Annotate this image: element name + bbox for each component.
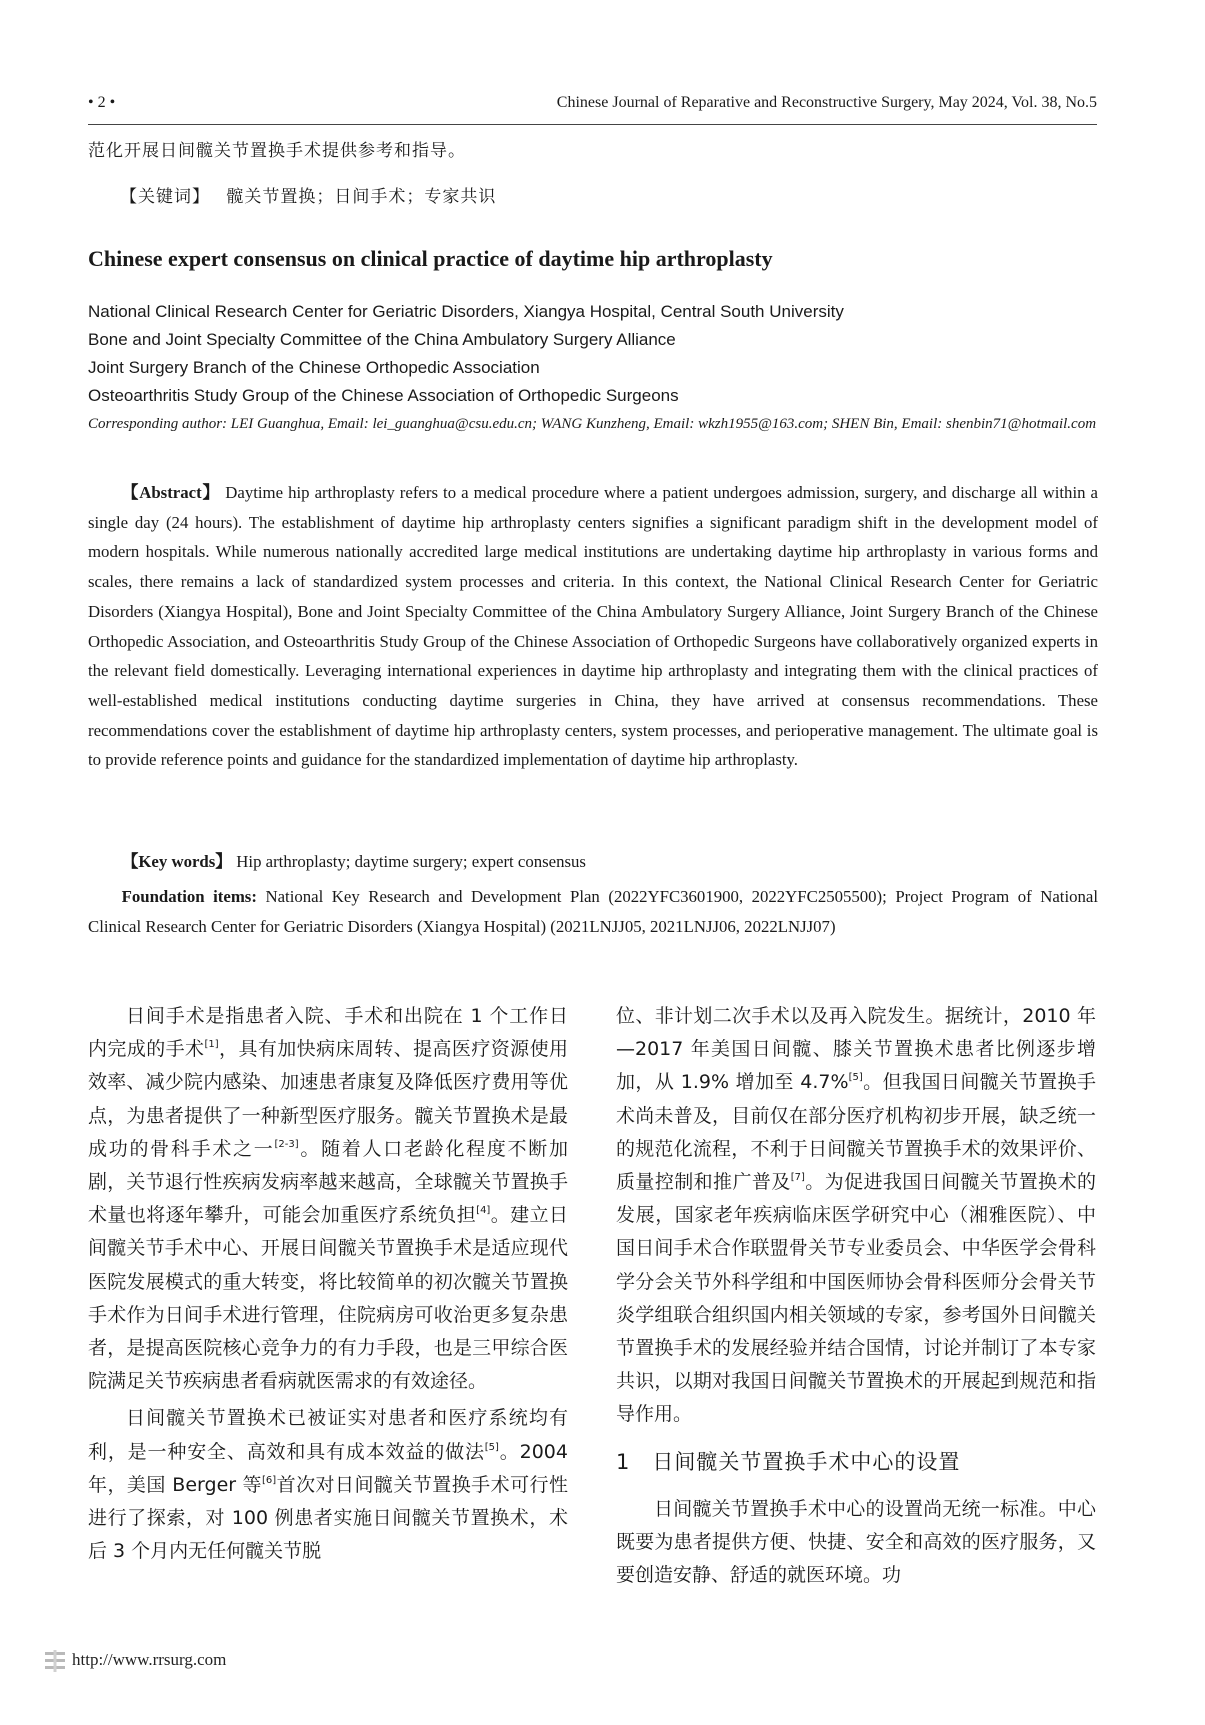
citation-ref[interactable]: [2-3] — [274, 1138, 299, 1150]
affiliation-3: Joint Surgery Branch of the Chinese Orthopedic Association — [88, 358, 540, 377]
body-column-left — [88, 1000, 568, 1572]
text-run: 首次对日间髋关节置换手术可行性进行了探索，对 100 例患者实施日间髋关节置换术，术后 3 个月内无任何髋关节脱 — [88, 1473, 568, 1563]
text-run: 日间手术是指患者入院、手术和出院在 1 个工作日内完成的手术 — [88, 1005, 568, 1061]
abstract-text: Daytime hip arthroplasty refers to a medical procedure where a patient undergoes admission, surgery, and discharge all within a single day (24 hours). The establishment of daytime hip arthroplasty centers signifies a significant paradigm shift in the development model of modern hospitals. While numerous nationally accredited large medical institutions are undertaking daytime hip arthroplasty in various forms and scales, there remains a lack of standardized system processes and criteria. In this context, the National Clinical Research Center for Geriatric Disorders (Xiangya Hospital), Bone and Joint Specialty Committee of the China Ambulatory Surgery Alliance, Joint Surgery Branch of the Chinese Orthopedic Association, and Osteoarthritis Study Group of the Chinese Association of Orthopedic Surgeons have collaboratively organized experts in the relevant field domestically. Leveraging international experiences in daytime hip arthroplasty and integrating them with the clinical practices of well-established medical institutions conducting daytime surgeries in China, they have arrived at consensus recommendations. These recommendations cover the establishment of daytime hip arthroplasty centers, system processes, and perioperative management. The ultimate goal is to provide reference points and guidance for the standardized implementation of daytime hip arthroplasty. — [88, 483, 1098, 770]
citation-ref[interactable]: [4] — [476, 1205, 491, 1217]
cn-keywords — [120, 182, 496, 207]
affiliations — [88, 298, 844, 410]
cn-abstract-end: 范化开展日间髋关节置换手术提供参考和指导。 — [88, 141, 466, 161]
citation-ref[interactable]: [5] — [484, 1441, 499, 1453]
body-paragraph: 日间髋关节置换手术中心的设置尚无统一标准。中心既要为患者提供方便、快捷、安全和高效的医疗服务，又要创造安静、舒适的就医环境。功 — [616, 1497, 1096, 1587]
foundation-items — [88, 882, 1098, 941]
cn-keywords-text: 髋关节置换；日间手术；专家共识 — [226, 187, 497, 207]
running-header — [88, 90, 1097, 125]
page-number: • 2 • — [88, 94, 116, 111]
citation-ref[interactable]: [6] — [262, 1474, 277, 1486]
citation-ref[interactable]: [7] — [790, 1172, 805, 1184]
english-title: Chinese expert consensus on clinical practice of daytime hip arthroplasty — [88, 246, 773, 271]
foundation-label: Foundation items: — [121, 887, 257, 906]
text-run: 日间髋关节置换术已被证实对患者和医疗系统均有利，是一种安全、高效和具有成本效益的做法 — [88, 1407, 568, 1463]
affiliation-2: Bone and Joint Specialty Committee of the China Ambulatory Surgery Alliance — [88, 330, 676, 349]
foundation-text: National Key Research and Development Plan (2022YFC3601900, 2022YFC2505500); Project Program of National Clinical Research Center for Geriatric Disorders (Xiangya Hospital) (2021LNJJ05, 2021LNJJ06, 2022LNJJ07) — [88, 887, 1099, 936]
english-keywords — [88, 848, 1098, 872]
keywords-label: 【Key words】 — [121, 852, 233, 871]
text-run: 。为促进我国日间髋关节置换术的发展，国家老年疾病临床医学研究中心（湘雅医院）、中国日间手术合作联盟骨关节专业委员会、中华医学会骨科学分会关节外科学组和中国医师协会骨科医师分会骨关节炎学组联合组织国内相关领域的专家，参考国外日间髋关节置换手术的发展经验并结合国情，讨论并制订了本专家共识，以期对我国日间髋关节置换术的开展起到规范和指导作用。 — [616, 1171, 1096, 1426]
citation-ref[interactable]: [5] — [848, 1072, 863, 1084]
website-link[interactable]: http://www.rrsurg.com — [72, 1649, 227, 1669]
journal-citation: Chinese Journal of Reparative and Reconstructive Surgery, May 2024, Vol. 38, No.5 — [556, 94, 1097, 111]
body-paragraph — [88, 1402, 568, 1568]
text-run: 位、非计划二次手术以及再入院发生。据统计，2010 年—2017 年美国日间髋、膝关节置换术患者比例逐步增加，从 1.9% 增加至 4.7% — [616, 1005, 1096, 1094]
affiliation-4: Osteoarthritis Study Group of the Chinese Association of Orthopedic Surgeons — [88, 386, 679, 405]
section-heading: 1 日间髋关节置换手术中心的设置 — [616, 1449, 961, 1474]
text-run: 。2004 年，美国 Berger 等 — [88, 1440, 568, 1496]
body-paragraph — [616, 1000, 1096, 1432]
english-abstract — [88, 478, 1098, 775]
body-column-right — [616, 1000, 1096, 1596]
corresponding-author: Corresponding author: LEI Guanghua, Email: lei_guanghua@csu.edu.cn; WANG Kunzheng, Email: wkzh1955@163.com; SHEN Bin, Email: shenbin71@hotmail.com — [88, 416, 1097, 432]
text-run: 。随着人口老龄化程度不断加剧，关节退行性疾病发病率越来越高，全球髋关节置换手术量也将逐年攀升，可能会加重医疗系统负担 — [88, 1137, 568, 1227]
abstract-label: 【Abstract】 — [121, 483, 221, 502]
text-run: 。但我国日间髋关节置换手术尚未普及，目前仅在部分医疗机构初步开展，缺乏统一的规范化流程，不利于日间髋关节置换手术的效果评价、质量控制和推广普及 — [616, 1071, 1096, 1194]
body-paragraph — [88, 1000, 568, 1398]
cn-keywords-label: 【关键词】 — [120, 187, 210, 207]
journal-logo-icon — [42, 1648, 68, 1674]
citation-ref[interactable]: [1] — [204, 1039, 219, 1051]
page-footer — [42, 1648, 226, 1674]
keywords-text: Hip arthroplasty; daytime surgery; expert consensus — [236, 852, 586, 871]
text-run: 。建立日间髋关节手术中心、开展日间髋关节置换手术是适应现代医院发展模式的重大转变，将比较简单的初次髋关节置换手术作为日间手术进行管理，住院病房可收治更多复杂患者，是提高医院核心竞争力的有力手段，也是三甲综合医院满足关节疾病患者看病就医需求的有效途径。 — [88, 1204, 568, 1393]
affiliation-1: National Clinical Research Center for Geriatric Disorders, Xiangya Hospital, Central South University — [88, 302, 844, 321]
text-run: ，具有加快病床周转、提高医疗资源使用效率、减少院内感染、加速患者康复及降低医疗费用等优点，为患者提供了一种新型医疗服务。髋关节置换术是最成功的骨科手术之一 — [88, 1038, 568, 1160]
